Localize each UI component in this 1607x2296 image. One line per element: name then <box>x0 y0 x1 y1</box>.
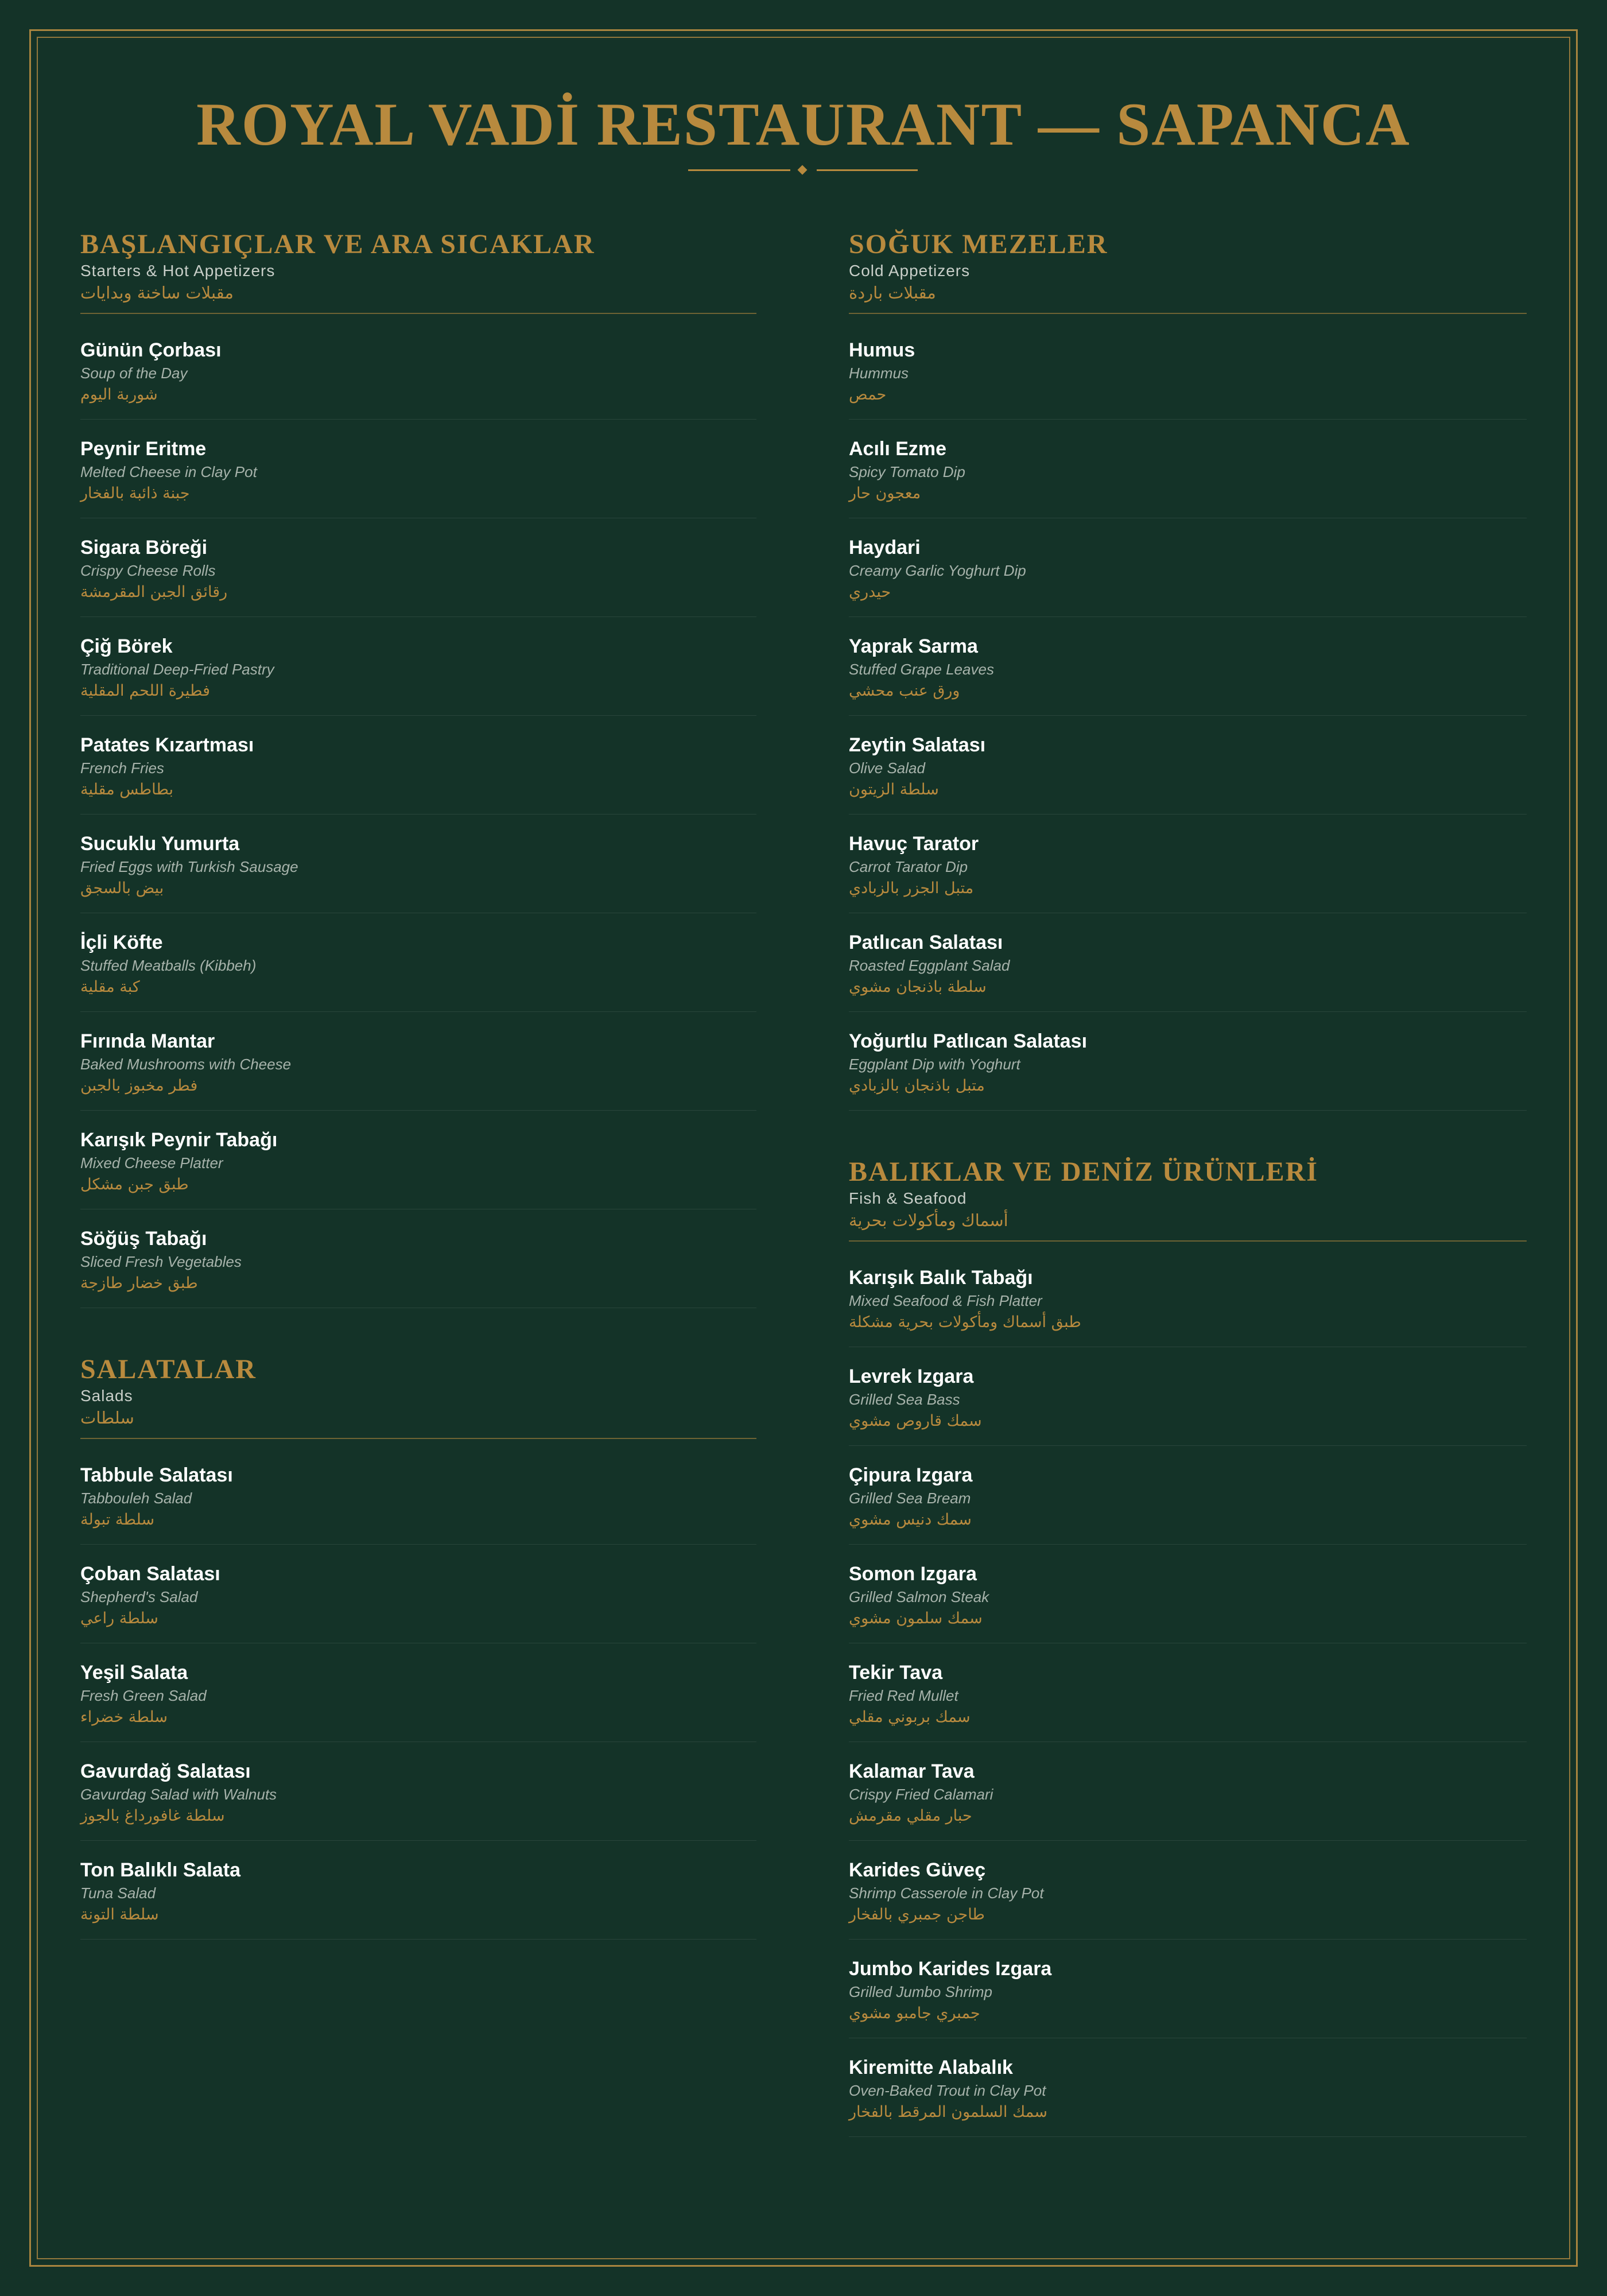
menu-item-english-name: Sliced Fresh Vegetables <box>80 1253 242 1270</box>
menu-item <box>80 1841 756 1940</box>
menu-item-english-name: Olive Salad <box>849 759 925 777</box>
menu-item-arabic-name: متبل باذنجان بالزبادي <box>849 1077 985 1095</box>
menu-item-arabic-name: ورق عنب محشي <box>849 682 960 700</box>
menu-items-list <box>849 1248 1527 2137</box>
menu-item-english-name: Crispy Fried Calamari <box>849 1786 993 1803</box>
menu-item-arabic-name: سمك بربوني مقلي <box>849 1708 971 1726</box>
menu-item <box>80 321 756 420</box>
menu-item-name: Peynir Eritme <box>80 438 207 460</box>
menu-item-arabic-name: سلطة الزيتون <box>849 781 939 798</box>
menu-item-english-name: Melted Cheese in Clay Pot <box>80 463 257 480</box>
section-subtitle: Fish & Seafood <box>849 1189 967 1207</box>
menu-item <box>80 420 756 518</box>
menu-item <box>849 1940 1527 2038</box>
menu-item-name: Somon Izgara <box>849 1563 977 1585</box>
menu-item <box>849 1446 1527 1545</box>
menu-item-english-name: Mixed Seafood & Fish Platter <box>849 1292 1042 1309</box>
section-title: SALATALAR <box>80 1354 257 1384</box>
menu-item-arabic-name: سمك دنيس مشوي <box>849 1511 972 1529</box>
menu-item <box>80 913 756 1012</box>
menu-item <box>849 913 1527 1012</box>
menu-item-arabic-name: سلطة خضراء <box>80 1708 168 1726</box>
menu-item <box>849 1248 1527 1347</box>
menu-item-arabic-name: شوربة اليوم <box>80 386 158 404</box>
section-subtitle: Salads <box>80 1387 133 1405</box>
menu-item-name: Sucuklu Yumurta <box>80 833 240 855</box>
menu-item-english-name: Grilled Sea Bass <box>849 1391 960 1408</box>
section-title: BALIKLAR VE DENİZ ÜRÜNLERİ <box>849 1157 1318 1187</box>
menu-item <box>849 815 1527 913</box>
menu-item-name: Ton Balıklı Salata <box>80 1859 241 1881</box>
menu-item <box>849 716 1527 815</box>
menu-item-arabic-name: سلطة تبولة <box>80 1511 155 1529</box>
menu-item-arabic-name: حبار مقلي مقرمش <box>849 1807 972 1825</box>
menu-item-english-name: Oven-Baked Trout in Clay Pot <box>849 2082 1046 2099</box>
menu-item-name: Patlıcan Salatası <box>849 932 1003 953</box>
menu-item <box>80 1012 756 1111</box>
menu-item-name: Humus <box>849 339 915 361</box>
menu-item <box>80 1209 756 1308</box>
menu-item-name: Zeytin Salatası <box>849 734 986 756</box>
menu-item-name: Karışık Peynir Tabağı <box>80 1129 278 1151</box>
section-title: SOĞUK MEZELER <box>849 229 1108 259</box>
menu-item <box>849 1012 1527 1111</box>
menu-item <box>849 1841 1527 1940</box>
menu-item <box>849 617 1527 716</box>
menu-item-arabic-name: بيض بالسجق <box>80 879 164 897</box>
menu-item-arabic-name: رقائق الجبن المقرمشة <box>80 583 228 601</box>
menu-item-name: Jumbo Karides Izgara <box>849 1958 1052 1980</box>
menu-item-english-name: Baked Mushrooms with Cheese <box>80 1056 292 1073</box>
menu-item <box>849 518 1527 617</box>
menu-item-english-name: Soup of the Day <box>80 364 188 382</box>
menu-item-arabic-name: طاجن جمبري بالفخار <box>849 1906 985 1923</box>
menu-item-name: Levrek Izgara <box>849 1366 974 1387</box>
menu-item <box>80 1742 756 1841</box>
section-arabic-title: سلطات <box>80 1408 134 1428</box>
menu-item-english-name: Carrot Tarator Dip <box>849 858 968 875</box>
menu-item-english-name: Roasted Eggplant Salad <box>849 957 1010 974</box>
menu-item-english-name: French Fries <box>80 759 164 777</box>
menu-item-english-name: Spicy Tomato Dip <box>849 463 965 480</box>
menu-item-english-name: Crispy Cheese Rolls <box>80 562 216 579</box>
menu-item-english-name: Fried Red Mullet <box>849 1687 958 1704</box>
section-header <box>80 1353 756 1439</box>
menu-item <box>80 716 756 815</box>
menu-item-name: Çoban Salatası <box>80 1563 220 1585</box>
menu-item-english-name: Stuffed Grape Leaves <box>849 661 994 678</box>
menu-item <box>80 1643 756 1742</box>
menu-item-arabic-name: بطاطس مقلية <box>80 781 174 798</box>
section-subtitle: Starters & Hot Appetizers <box>80 262 275 280</box>
menu-item-arabic-name: طبق أسماك ومأكولات بحرية مشكلة <box>849 1313 1081 1331</box>
menu-item-arabic-name: سمك السلمون المرقط بالفخار <box>849 2103 1047 2121</box>
menu-item-arabic-name: سمك سلمون مشوي <box>849 1609 983 1627</box>
menu-item-name: Havuç Tarator <box>849 833 979 855</box>
menu-items-list <box>80 1446 756 1940</box>
menu-item-arabic-name: فطر مخبوز بالجبن <box>80 1077 198 1095</box>
menu-item-arabic-name: سلطة راعي <box>80 1609 158 1627</box>
menu-item-name: Kalamar Tava <box>849 1760 975 1782</box>
section-header <box>849 1156 1527 1242</box>
menu-items-list <box>849 321 1527 1111</box>
menu-item-arabic-name: كبة مقلية <box>80 978 140 996</box>
menu-item <box>80 518 756 617</box>
menu-item-english-name: Traditional Deep-Fried Pastry <box>80 661 274 678</box>
menu-item-name: Karışık Balık Tabağı <box>849 1267 1033 1289</box>
menu-item-name: Yeşil Salata <box>80 1662 188 1684</box>
menu-item <box>80 815 756 913</box>
restaurant-title: ROYAL VADİ RESTAURANT — SAPANCA <box>196 91 1411 158</box>
menu-item-name: Karides Güveç <box>849 1859 986 1881</box>
menu-item-name: Çiğ Börek <box>80 635 173 657</box>
menu-item-arabic-name: سمك قاروص مشوي <box>849 1412 982 1430</box>
title-ornament-left-line <box>688 169 790 171</box>
menu-item-english-name: Creamy Garlic Yoghurt Dip <box>849 562 1026 579</box>
menu-item <box>849 1347 1527 1446</box>
menu-item-name: Haydari <box>849 537 921 559</box>
menu-item-name: İçli Köfte <box>80 932 163 953</box>
menu-item-english-name: Fried Eggs with Turkish Sausage <box>80 858 298 875</box>
menu-item-arabic-name: فطيرة اللحم المقلية <box>80 682 211 700</box>
menu-item-name: Günün Çorbası <box>80 339 222 361</box>
menu-item-arabic-name: سلطة التونة <box>80 1906 159 1923</box>
menu-item-arabic-name: سلطة غافورداغ بالجوز <box>80 1807 225 1825</box>
menu-item-arabic-name: جمبري جامبو مشوي <box>849 2004 980 2022</box>
menu-item-english-name: Grilled Jumbo Shrimp <box>849 1983 992 2000</box>
section-fish-seafood <box>849 1156 1527 2137</box>
section-header <box>849 228 1527 314</box>
menu-item-name: Tabbule Salatası <box>80 1464 233 1486</box>
menu-item-english-name: Gavurdag Salad with Walnuts <box>80 1786 277 1803</box>
section-starters <box>80 228 756 1308</box>
section-title: BAŞLANGIÇLAR VE ARA SICAKLAR <box>80 229 595 259</box>
menu-item-english-name: Mixed Cheese Platter <box>80 1154 223 1172</box>
menu-item-english-name: Eggplant Dip with Yoghurt <box>849 1056 1020 1073</box>
menu-item-english-name: Grilled Sea Bream <box>849 1490 971 1507</box>
menu-item-arabic-name: طبق جبن مشكل <box>80 1176 189 1193</box>
menu-item-english-name: Shepherd's Salad <box>80 1588 198 1605</box>
menu-item-name: Söğüş Tabağı <box>80 1228 207 1250</box>
menu-item-arabic-name: حمص <box>849 386 887 404</box>
menu-column-left <box>80 228 756 1940</box>
menu-item-english-name: Tabbouleh Salad <box>80 1490 192 1507</box>
title-ornament-right-line <box>817 169 918 171</box>
menu-item-arabic-name: جبنة ذائبة بالفخار <box>80 484 190 502</box>
menu-item-english-name: Fresh Green Salad <box>80 1687 207 1704</box>
menu-item-english-name: Hummus <box>849 364 909 382</box>
menu-item <box>849 1742 1527 1841</box>
menu-item-english-name: Grilled Salmon Steak <box>849 1588 989 1605</box>
menu-item-name: Yaprak Sarma <box>849 635 978 657</box>
menu-item <box>80 1545 756 1643</box>
menu-item <box>849 1643 1527 1742</box>
menu-item-name: Tekir Tava <box>849 1662 943 1684</box>
menu-item-name: Patates Kızartması <box>80 734 254 756</box>
menu-items-list <box>80 321 756 1308</box>
section-subtitle: Cold Appetizers <box>849 262 971 280</box>
menu-item <box>849 2038 1527 2137</box>
menu-item-arabic-name: متبل الجزر بالزبادي <box>849 879 974 897</box>
menu-item-arabic-name: طبق خضار طازجة <box>80 1274 198 1292</box>
menu-item <box>80 617 756 716</box>
menu-item-name: Fırında Mantar <box>80 1030 215 1052</box>
menu-item-english-name: Shrimp Casserole in Clay Pot <box>849 1884 1044 1902</box>
menu-item-english-name: Stuffed Meatballs (Kibbeh) <box>80 957 257 974</box>
menu-item-name: Sigara Böreği <box>80 537 208 559</box>
menu-item <box>80 1446 756 1545</box>
menu-item <box>80 1111 756 1209</box>
menu-item-arabic-name: حيدري <box>849 583 891 601</box>
menu-item-name: Çipura Izgara <box>849 1464 973 1486</box>
menu-column-right <box>849 228 1527 2137</box>
menu-item <box>849 321 1527 420</box>
section-cold-appetizers <box>849 228 1527 1111</box>
menu-item <box>849 420 1527 518</box>
menu-item-name: Kiremitte Alabalık <box>849 2057 1013 2078</box>
section-arabic-title: أسماك ومأكولات بحرية <box>849 1211 1008 1230</box>
section-salads <box>80 1353 756 1940</box>
menu-item-arabic-name: معجون حار <box>849 484 921 502</box>
section-header <box>80 228 756 314</box>
section-arabic-title: مقبلات ساخنة وبدايات <box>80 283 234 302</box>
menu-item <box>849 1545 1527 1643</box>
menu-item-name: Gavurdağ Salatası <box>80 1760 251 1782</box>
menu-item-arabic-name: سلطة باذنجان مشوي <box>849 978 987 996</box>
section-arabic-title: مقبلات باردة <box>849 283 936 302</box>
menu-item-english-name: Tuna Salad <box>80 1884 156 1902</box>
menu-item-name: Acılı Ezme <box>849 438 947 460</box>
menu-item-name: Yoğurtlu Patlıcan Salatası <box>849 1030 1088 1052</box>
